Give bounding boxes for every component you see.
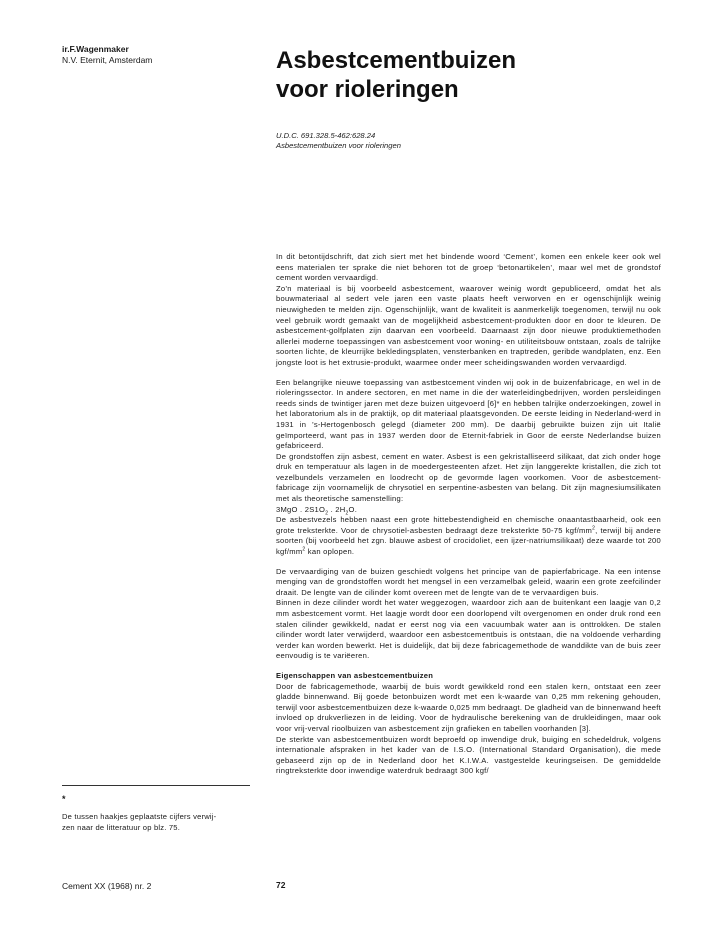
paragraph-7: Binnen in deze cilinder wordt het water weggezogen, waardoor zich aan de buitenkant een laagje van 0,2 mm asbestcement vormt. Het laagje wordt door een doorlopend vilt overgenomen en onder druk rond een stalen cilinder gewikkeld, nadat er eerst nog via een vacuumbak water aan is onttrokken. De stalen cilinder wordt later verwijderd, waardoor een asbestcementbuis is ontstaan, die na voldoende verharding verder kan worden bewerkt. Het is duidelijk, dat bij deze fabricagemethode de wanddikte van de buis zeer eenvoudig is te variëeren. [276, 598, 661, 661]
section-heading: Eigenschappen van asbestcementbuizen [276, 670, 434, 680]
paragraph-4: De grondstoffen zijn asbest, cement en water. Asbest is een gekristalliseerd silikaat, dat zich onder hoge druk en temperatuur als lagen in de moedergesteenten afzet. Het zijn langgerekte kristallen, die zich tot vezelbundels verzamelen en loodrecht op de gevormde lagen voorkomen. Voor de asbestcement-fabricage zijn voornamelijk de chrysotiel en serpentine-asbesten van belang. Dit zijn magnesiumsilikaten met als theoretische samenstelling: [276, 451, 661, 504]
paragraph-5 [276, 515, 661, 557]
footnote-mark: * [62, 794, 66, 804]
formula-subscript-1: 2 [325, 510, 329, 517]
footnote-line-2: zen naar de litteratuur op blz. 75. [62, 822, 181, 832]
superscript-2: 2 [302, 546, 306, 553]
journal-reference: Cement XX (1968) nr. 2 [62, 881, 152, 891]
article-title [276, 46, 656, 104]
paragraph-5-part-1: De asbestvezels hebben naast een grote hittebestendigheid en chemische onaantastbaarheid, ook een grote treksterkte. Voor de chrysotiel-asbesten bedraagt deze treksterkte 50-75 kgf/mm [276, 515, 661, 535]
title-line-1: Asbestcementbuizen [276, 47, 517, 74]
paragraph-8: Door de fabricagemethode, waarbij de buis wordt gewikkeld rond een stalen kern, ontstaat een zeer gladde binnenwand. Bij goede betonbuizen wordt met een k-waarde van 0,25 mm rekening gehouden, terwijl voor asbestcementbuizen deze k-waarde 0,025 mm bedraagt. De gladheid van de binnenwand heeft invloed op drukverliezen in de leiding. Voor de hydraulische berekening van de drukleidingen, maar ook voor vrij-verval rioolbuizen van asbestcement zijn grafieken en tabellen voorhanden [3]. [276, 681, 661, 733]
author-name: ir.F.Wagenmaker [62, 44, 129, 54]
paragraph-5-part-3: kan oplopen. [305, 547, 355, 557]
author-block [62, 44, 152, 66]
paragraph-1: In dit betontijdschrift, dat zich siert met het bindende woord ‘Cement’, komen een enkele keer ook wel eens materialen ter sprake die niet behoren tot de groep ‘betonartikelen’, maar wel met de grondstof cement worden vervaardigd. [276, 252, 661, 283]
formula-subscript-2: 2 [345, 510, 349, 517]
formula-part-2: . 2H [328, 504, 346, 514]
article-body [276, 252, 661, 777]
title-line-2: voor rioleringen [276, 76, 459, 103]
paragraph-2: Zo’n materiaal is bij voorbeeld asbestcement, waarover weinig wordt gepubliceerd, omdat het als bouwmateriaal al sedert vele jaren een vaste plaats heeft verworven en er ogenschijnlijk weinig nieuwigheden te melden zijn. Ogenschijnlijk, want de kwaliteit is aanmerkelijk toegenomen, terwijl nu ook veel gebruik wordt gemaakt van de mogelijkheid asbestcement-produkten door en door te kleuren. De asbestcement-golfplaten zijn daarvan een voorbeeld. Daarnaast zijn door nieuwe produktiemethoden allerlei moderne toepassingen van asbestcement voor woning- en utiliteitsbouw ontstaan, zoals de talrijke soorten lichte, de kleurrijke bekledingsplaten, vensterbanken en traptreden, geribde wandplaten, enz. Een jongste loot is het extrusie-produkt, waarmee onder meer scheidingswanden worden vervaardigd. [276, 283, 661, 367]
footnote-text [62, 812, 252, 833]
udc-code: U.D.C. 691.328.5-462:628.24 [276, 131, 376, 140]
paragraph-6: De vervaardiging van de buizen geschiedt volgens het principe van de papierfabricage. Na een intense menging van de grondstoffen wordt het mengsel in een verzamelbak geleid, waarin een grote zeefcilinder draait. De lengte van de cilinder komt overeen met de lengte van de te vervaardigen buis. [276, 566, 661, 597]
footnote-divider [62, 785, 250, 786]
formula-part-3: O. [348, 504, 358, 514]
footnote-line-1: De tussen haakjes geplaatste cijfers verwij- [62, 812, 217, 821]
chemical-formula [276, 505, 661, 516]
formula-part-1: 3MgO . 2S1O [276, 504, 326, 514]
paragraph-5-part-2: , terwijl bij andere soorten (bij voorbeeld het zgn. blauwe asbest of crocidoliet, een ijzer-natriumsilikaat) deze waarde tot 200 kgf/mm [276, 525, 661, 557]
paragraph-3: Een belangrijke nieuwe toepassing van astbestcement vinden wij ook in de buizenfabricage, en wel in de rioleringssector. In andere sectoren, en met name in die der waterleidingbedrijven, worden persleidingen reeds sinds de twintiger jaren met deze buizen uitgevoerd [6]* en hebben talrijke onderzoekingen, zowel in het laboratorium als in de praktijk, op dit materiaal plaatsgevonden. De eerste leiding in Nederland-werd in 1931 in ’s-Hertogenbosch gelegd (diameter 200 mm). De daarbij gebruikte buizen zijn uit Italië geïmporteerd, want pas in 1937 werden door de Eternit-fabriek in Goor de eerste Nederlandse buizen gefabriceerd. [276, 377, 661, 451]
udc-subject: Asbestcementbuizen voor rioleringen [276, 141, 401, 150]
page-number: 72 [276, 880, 286, 890]
superscript-1: 2 [592, 525, 596, 532]
author-affiliation: N.V. Eternit, Amsterdam [62, 55, 153, 65]
paragraph-9: De sterkte van asbestcementbuizen wordt beproefd op inwendige druk, buiging en schedeldruk, volgens internationale afspraken in het kader van de I.S.O. (International Standard Organisation), die mede gebaseerd zijn op de in Nederland door het K.I.W.A. vastgestelde keuringseisen. De gemiddelde ringtreksterkte door inwendige waterdruk bedraagt 300 kgf/ [276, 734, 661, 776]
udc-classification [276, 131, 401, 151]
